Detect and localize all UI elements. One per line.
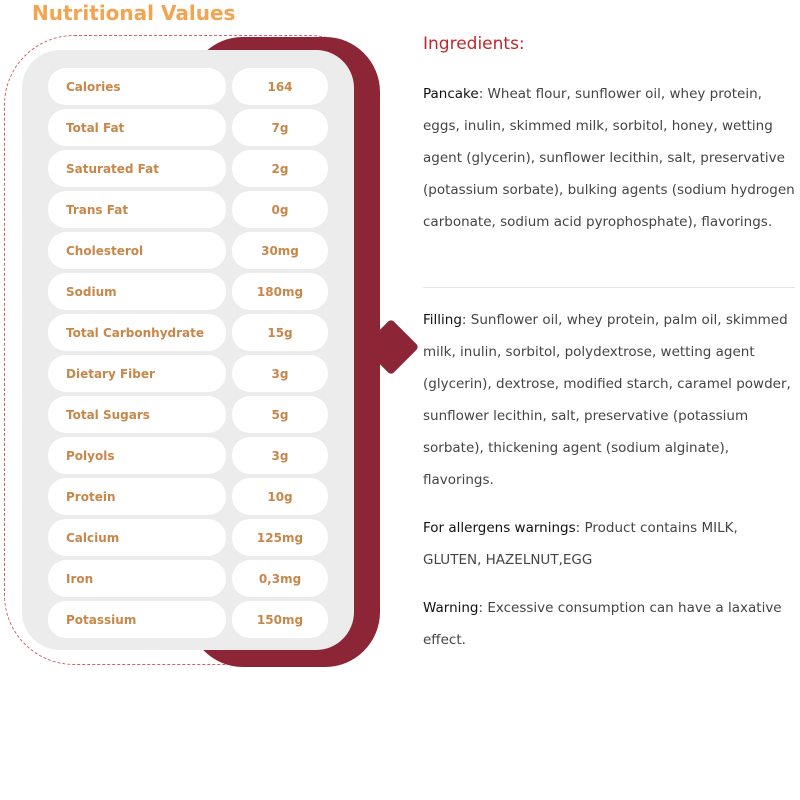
allergens-label: For allergens warnings xyxy=(423,520,576,536)
nutrient-value: 3g xyxy=(232,437,328,474)
nutrient-value: 150mg xyxy=(232,601,328,638)
nutrition-row xyxy=(48,150,328,187)
warning-paragraph xyxy=(423,592,798,656)
nutrient-value: 3g xyxy=(232,355,328,392)
nutrition-row xyxy=(48,314,328,351)
pancake-text: : Wheat flour, sunflower oil, whey protein, eggs, inulin, skimmed milk, sorbitol, honey, wetting agent (glycerin), sunflower lecithin, salt, preservative (potassium sorbate), bulking agents (sodium hydrogen carbonate, sodium acid pyrophosphate), flavorings. xyxy=(423,86,795,230)
nutrient-value: 0g xyxy=(232,191,328,228)
ingredients-title: Ingredients: xyxy=(423,34,525,54)
nutrition-rows xyxy=(48,68,328,642)
allergens-paragraph xyxy=(423,512,798,576)
nutrient-name: Total Sugars xyxy=(48,396,226,433)
nutrition-row xyxy=(48,355,328,392)
nutrient-name: Iron xyxy=(48,560,226,597)
nutrient-value: 0,3mg xyxy=(232,560,328,597)
nutrient-value: 15g xyxy=(232,314,328,351)
nutrient-name: Calcium xyxy=(48,519,226,556)
nutrition-row xyxy=(48,437,328,474)
section-divider xyxy=(423,287,795,288)
nutrient-name: Calories xyxy=(48,68,226,105)
warning-text: : Excessive consumption can have a laxative effect. xyxy=(423,600,782,648)
nutrient-value: 5g xyxy=(232,396,328,433)
nutrition-row xyxy=(48,396,328,433)
filling-text: : Sunflower oil, whey protein, palm oil, skimmed milk, inulin, sorbitol, polydextrose, wetting agent (glycerin), dextrose, modified starch, caramel powder, sunflower lecithin, salt, preservative (potassium sorbate), thickening agent (sodium alginate), flavorings. xyxy=(423,312,791,488)
nutrient-value: 10g xyxy=(232,478,328,515)
warning-label: Warning xyxy=(423,600,479,616)
nutrient-name: Potassium xyxy=(48,601,226,638)
nutrient-value: 180mg xyxy=(232,273,328,310)
nutrient-value: 2g xyxy=(232,150,328,187)
nutrient-value: 125mg xyxy=(232,519,328,556)
nutrition-row xyxy=(48,519,328,556)
allergens-text: : Product contains MILK, GLUTEN, HAZELNUT,EGG xyxy=(423,520,738,568)
nutrient-value: 7g xyxy=(232,109,328,146)
nutrient-name: Dietary Fiber xyxy=(48,355,226,392)
nutrition-row xyxy=(48,273,328,310)
nutrient-name: Sodium xyxy=(48,273,226,310)
nutrient-value: 164 xyxy=(232,68,328,105)
nutrient-name: Total Fat xyxy=(48,109,226,146)
nutrition-row xyxy=(48,478,328,515)
nutrition-row xyxy=(48,560,328,597)
nutrition-row xyxy=(48,109,328,146)
nutrient-name: Total Carbonhydrate xyxy=(48,314,226,351)
nutrient-name: Cholesterol xyxy=(48,232,226,269)
nutrition-row xyxy=(48,232,328,269)
nutrient-name: Protein xyxy=(48,478,226,515)
nutrition-row xyxy=(48,191,328,228)
nutrient-name: Trans Fat xyxy=(48,191,226,228)
pancake-label: Pancake xyxy=(423,86,479,102)
nutrition-title: Nutritional Values xyxy=(32,1,236,25)
nutrient-value: 30mg xyxy=(232,232,328,269)
nutrition-row xyxy=(48,68,328,105)
nutrient-name: Saturated Fat xyxy=(48,150,226,187)
nutrition-table-panel xyxy=(0,0,420,680)
filling-paragraph xyxy=(423,304,798,496)
nutrient-name: Polyols xyxy=(48,437,226,474)
filling-label: Filling xyxy=(423,312,462,328)
nutrition-row xyxy=(48,601,328,638)
pancake-paragraph xyxy=(423,78,798,238)
